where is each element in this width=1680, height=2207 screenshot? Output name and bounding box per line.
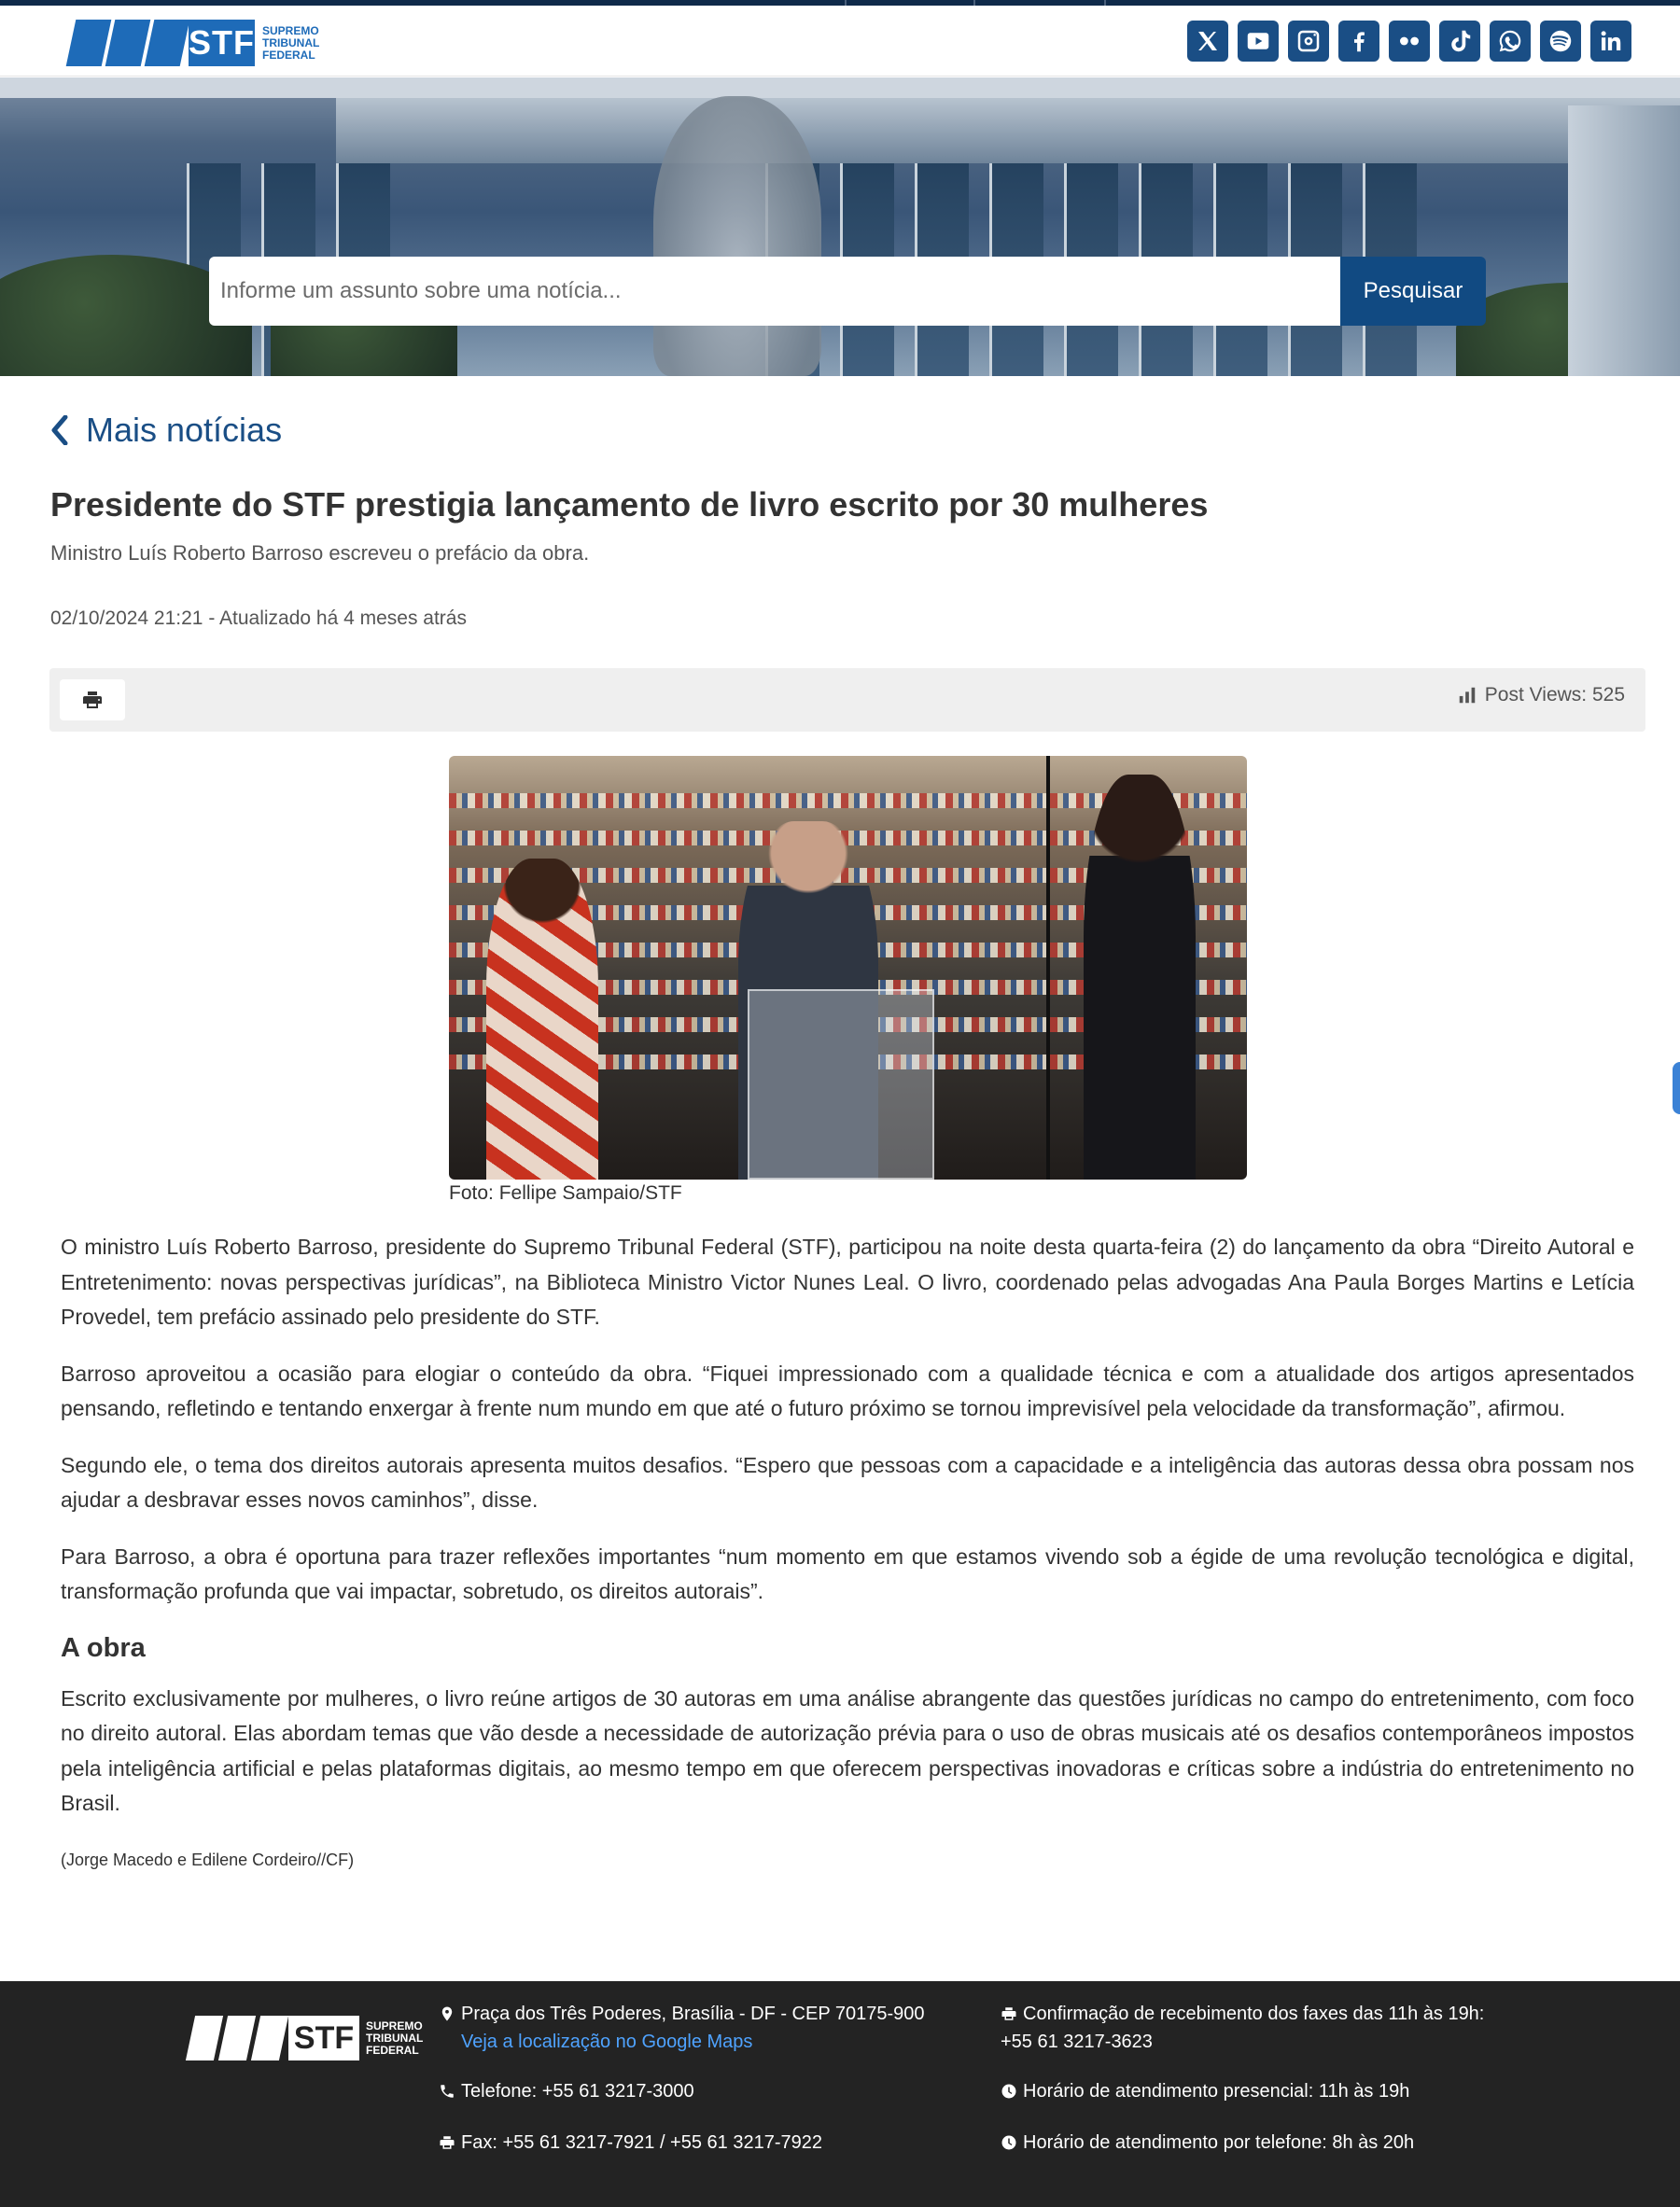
article-body [61,1230,1634,1878]
x-icon[interactable] [1187,21,1228,62]
social-links [1187,21,1631,62]
footer-fax [439,2129,822,2157]
google-maps-link[interactable]: Veja a localização no Google Maps [461,2032,753,2052]
search-button[interactable]: Pesquisar [1340,257,1486,326]
article-paragraph: Barroso aproveitou a ocasião para elogiar o conteúdo da obra. “Fiquei impressionado com a qualidade técnica e com a atualidade dos artigos apresentados pensando, refletindo e tentando enxergar à frente num mundo em que até o futuro próximo se tornou imprevisível pela velocidade da transformação”, afirmou. [61,1361,1634,1420]
site-header [0,6,1680,77]
flickr-icon[interactable] [1389,21,1430,62]
fax-confirm-phone: +55 61 3217-3623 [1001,2032,1153,2052]
address-text: Praça dos Três Poderes, Brasília - DF - CEP 70175-900 [461,2004,925,2024]
article-title: Presidente do STF prestigia lançamento de livro escrito por 30 mulheres [50,485,1209,524]
article-paragraph: Segundo ele, o tema dos direitos autorais apresenta muitos desafios. “Espero que pessoas com a capacidade e a inteligência das autoras dessa obra possam nos ajudar a desbravar esses novos caminhos”, disse. [61,1452,1634,1512]
article-subtitle: Ministro Luís Roberto Barroso escreveu o prefácio da obra. [50,541,590,565]
back-label: Mais notícias [86,411,283,449]
bar-chart-icon [1457,685,1477,705]
fax-confirm-text: Confirmação de recebimento dos faxes das 11h às 19h: [1023,2004,1485,2024]
fax-icon [439,2134,455,2151]
article-date: 02/10/2024 21:21 - Atualizado há 4 meses atrás [50,608,467,629]
article-paragraph: Para Barroso, a obra é oportuna para trazer reflexões importantes “num momento em que estamos vivendo sob a égide de uma revolução tecnológica e digital, transformação profunda que vai impactar, sobretudo, os direitos autorais”. [61,1544,1634,1603]
facebook-icon[interactable] [1338,21,1379,62]
footer-address [439,2000,925,2056]
search-input[interactable] [209,257,1340,326]
footer-hours-in-person [1001,2077,1409,2105]
article-paragraph: Escrito exclusivamente por mulheres, o livro reúne artigos de 30 autoras em uma análise abrangente das questões jurídicas no campo do entretenimento, com foco no direito autoral. Elas abordam temas que vão desde a necessidade de autorização prévia para o uso de obras musicais até os desafios contemporâneos impostos pela inteligência artificial e pelas plataformas digitais, ao mesmo tempo em que oferecem perspectivas inovadoras e críticas sobre a indústria do entretenimento no Brasil. [61,1685,1634,1815]
article-toolbar [49,668,1645,732]
whatsapp-icon[interactable] [1490,21,1531,62]
hero-banner [0,77,1680,376]
clock-icon [1001,2134,1017,2151]
fax-text: Fax: +55 61 3217-7921 / +55 61 3217-7922 [461,2132,822,2153]
footer-phone [439,2077,694,2105]
footer-logo-short: STF [288,2016,359,2060]
post-views [1457,684,1625,706]
instagram-icon[interactable] [1288,21,1329,62]
logo-name: SUPREMO TRIBUNAL FEDERAL [262,23,320,62]
map-marker-icon [439,2005,455,2022]
clock-icon [1001,2083,1017,2100]
article-credit: (Jorge Macedo e Edilene Cordeiro//CF) [61,1850,355,1869]
side-feedback-tab[interactable] [1673,1062,1680,1114]
section-heading: A obra [61,1632,146,1663]
print-button[interactable] [60,679,125,720]
photo-caption: Foto: Fellipe Sampaio/STF [449,1182,682,1204]
logo-short: STF [189,20,255,66]
hours-phone-text: Horário de atendimento por telefone: 8h às 20h [1023,2132,1415,2153]
spotify-icon[interactable] [1540,21,1581,62]
fax-icon [1001,2005,1017,2022]
statue-image [653,96,821,376]
footer-logo[interactable] [185,2013,429,2063]
stf-logo[interactable] [65,17,320,69]
footer-fax-confirmation [1001,2000,1484,2056]
footer-logo-name: SUPREMO TRIBUNAL FEDERAL [366,2018,424,2057]
site-footer [0,1981,1680,2207]
search-bar [209,257,1486,326]
footer-hours-phone [1001,2129,1414,2157]
tiktok-icon[interactable] [1439,21,1480,62]
linkedin-icon[interactable] [1590,21,1631,62]
phone-text: Telefone: +55 61 3217-3000 [461,2081,694,2102]
print-icon [81,689,104,711]
phone-icon [439,2083,455,2100]
hours-in-person-text: Horário de atendimento presencial: 11h às 19h [1023,2081,1410,2102]
article-paragraph: O ministro Luís Roberto Barroso, presidente do Supremo Tribunal Federal (STF), participou na noite desta quarta-feira (2) do lançamento da obra “Direito Autoral e Entretenimento: novas perspectivas jurídicas”, na Biblioteca Ministro Victor Nunes Leal. O livro, coordenado pelas advogadas Ana Paula Borges Martins e Letícia Provedel, tem prefácio assinado pelo presidente do STF. [61,1235,1634,1329]
youtube-icon[interactable] [1238,21,1279,62]
back-to-news-link[interactable] [50,411,282,450]
chevron-left-icon [50,415,69,445]
article-photo [449,756,1247,1180]
post-views-label: Post Views: 525 [1484,684,1625,705]
